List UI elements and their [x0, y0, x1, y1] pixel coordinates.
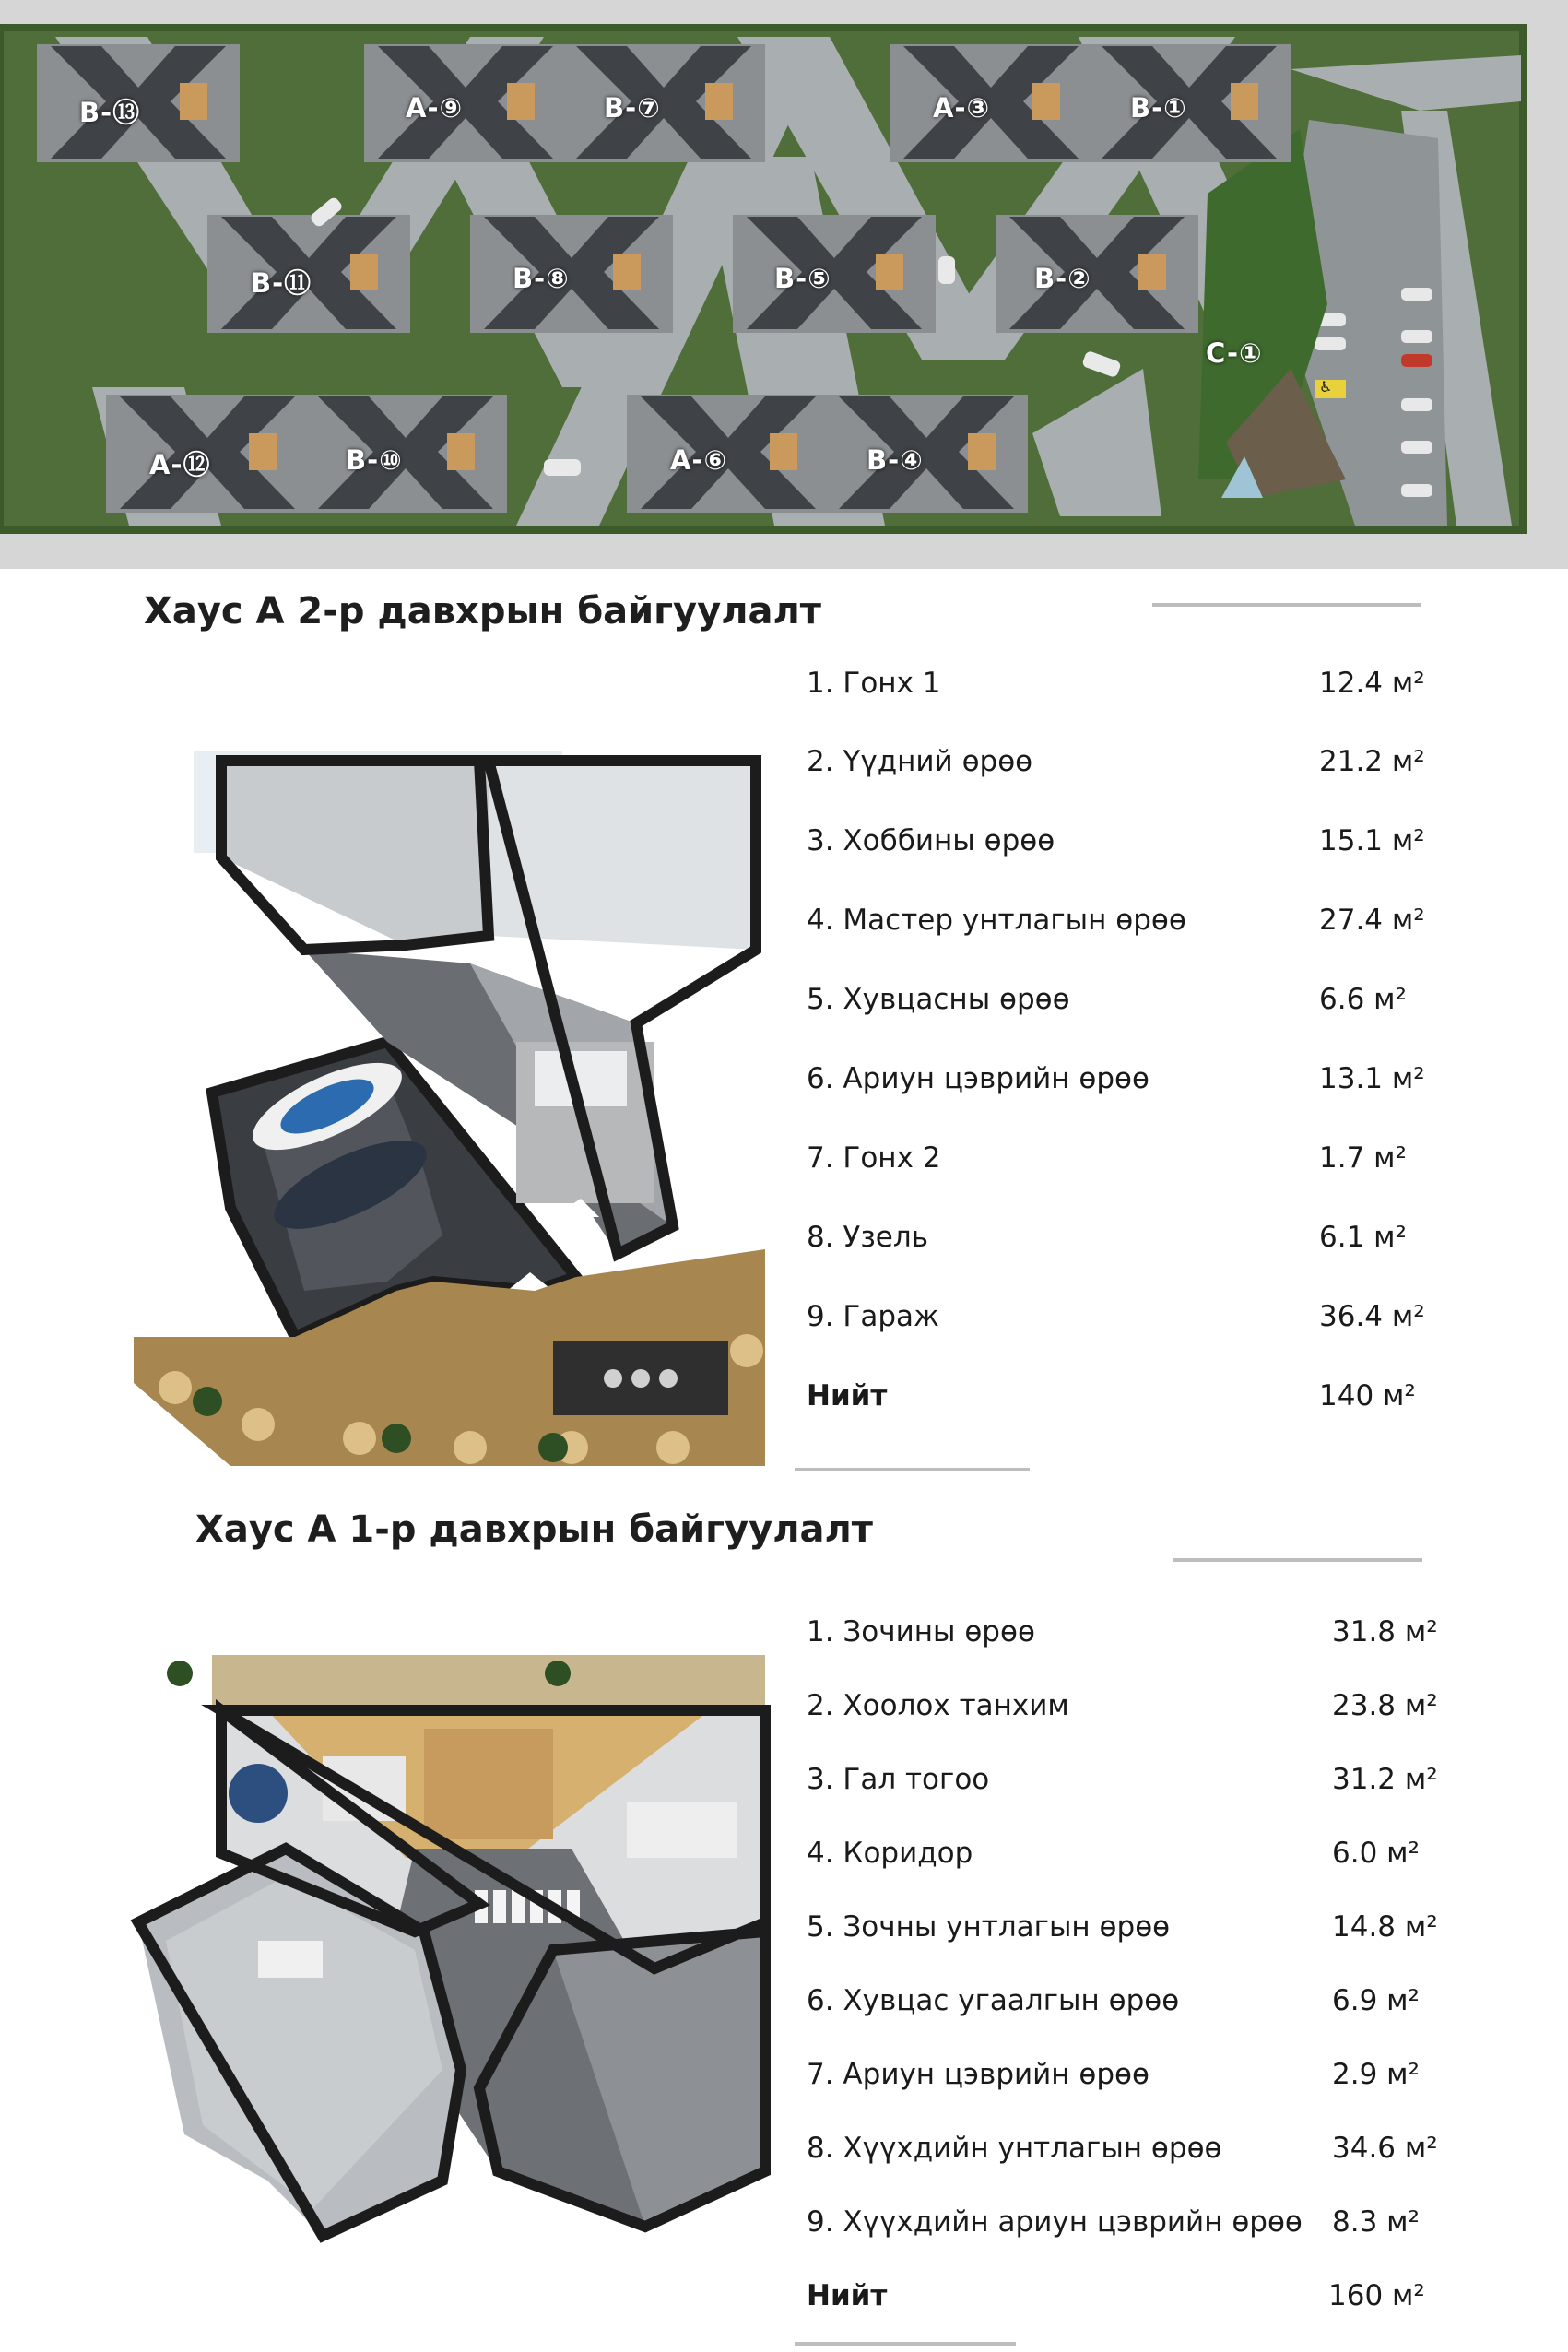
floor2-plan [120, 738, 774, 1475]
room-area: 6.6 м² [1319, 983, 1407, 1016]
floor2-plan-render [120, 738, 774, 1475]
floor1-room-row [807, 2132, 1470, 2176]
house-deck [249, 433, 277, 470]
room-name: 3. Хоббины өрөө [807, 824, 1055, 857]
room-area: 12.4 м² [1319, 667, 1425, 700]
room-area: 2.9 м² [1332, 2058, 1420, 2091]
floor2-title-rule [1152, 603, 1421, 607]
room-area: 6.9 м² [1332, 1984, 1420, 2017]
accessible-parking-icon: ♿ [1319, 378, 1333, 396]
room-name: 7. Гонх 2 [807, 1141, 941, 1175]
unit-label-b13: B-⑬ [79, 97, 141, 128]
floor1-plan-render [129, 1655, 774, 2245]
floor1-room-row [807, 1763, 1470, 1807]
house-deck [1032, 83, 1060, 120]
floor1-total-row [807, 2279, 1470, 2323]
unit-label-b1: B-① [1130, 92, 1187, 124]
floor1-room-row [807, 1615, 1470, 1660]
room-name: 6. Хувцас угаалгын өрөө [807, 1984, 1180, 2017]
room-area: 14.8 м² [1332, 1910, 1438, 1944]
floor1-room-row [807, 1689, 1470, 1733]
floor2-room-row [807, 1062, 1470, 1106]
total-label: Нийт [807, 2279, 888, 2312]
unit-label-a3: A-③ [933, 92, 991, 124]
unit-label-a9: A-⑨ [406, 92, 464, 124]
room-area: 6.1 м² [1319, 1221, 1407, 1254]
room-area: 31.8 м² [1332, 1615, 1438, 1649]
house-deck [613, 254, 641, 290]
floor2-room-row [807, 745, 1470, 789]
room-area: 34.6 м² [1332, 2132, 1438, 2165]
room-area: 8.3 м² [1332, 2205, 1420, 2239]
floor2-room-row [807, 824, 1470, 869]
room-area: 21.2 м² [1319, 745, 1425, 778]
room-name: 1. Гонх 1 [807, 667, 941, 700]
floor1-list-rule [795, 2342, 1016, 2346]
floor2-room-row [807, 983, 1470, 1027]
floor2-total-row [807, 1379, 1470, 1424]
floor2-room-row [807, 667, 1470, 711]
total-area: 160 м² [1328, 2279, 1425, 2312]
room-name: 5. Хувцасны өрөө [807, 983, 1070, 1016]
unit-label-b2: B-② [1034, 263, 1091, 294]
total-area: 140 м² [1319, 1379, 1416, 1412]
room-name: 7. Ариун цэврийн өрөө [807, 2058, 1149, 2091]
unit-label-b5: B-⑤ [774, 263, 831, 294]
floor1-room-row [807, 2205, 1470, 2250]
floor2-room-row [807, 1141, 1470, 1186]
room-name: 4. Мастер унтлагын өрөө [807, 904, 1186, 937]
floor1-room-row [807, 1910, 1470, 1955]
house-deck [350, 254, 378, 290]
house-deck [180, 83, 207, 120]
unit-label-b8: B-⑧ [513, 263, 570, 294]
house-deck [876, 254, 903, 290]
house-deck [507, 83, 535, 120]
room-name: 8. Узель [807, 1221, 928, 1254]
floor1-room-row [807, 1984, 1470, 2028]
room-name: 9. Хүүхдийн ариун цэврийн өрөө [807, 2205, 1303, 2239]
room-name: 6. Ариун цэврийн өрөө [807, 1062, 1149, 1095]
house-deck [1231, 83, 1258, 120]
floor1-room-row [807, 2058, 1470, 2102]
house-deck [705, 83, 733, 120]
room-name: 9. Гараж [807, 1300, 939, 1333]
room-name: 5. Зочны унтлагын өрөө [807, 1910, 1171, 1944]
room-area: 15.1 м² [1319, 824, 1425, 857]
room-area: 23.8 м² [1332, 1689, 1438, 1722]
floor2-list-rule [795, 1468, 1030, 1471]
floor1-title: Хаус А 1-р давхрын байгуулалт [195, 1508, 873, 1551]
house-deck [1138, 254, 1166, 290]
floor2-room-row [807, 904, 1470, 948]
room-area: 6.0 м² [1332, 1837, 1420, 1870]
room-area: 27.4 м² [1319, 904, 1425, 937]
room-area: 31.2 м² [1332, 1763, 1438, 1796]
floor2-title: Хаус А 2-р давхрын байгуулалт [144, 590, 821, 632]
unit-label-b7: B-⑦ [604, 92, 661, 124]
room-name: 2. Үүдний өрөө [807, 745, 1033, 778]
house-deck [968, 433, 996, 470]
floor1-plan [129, 1655, 774, 2245]
floor2-room-row [807, 1300, 1470, 1344]
house-deck [447, 433, 475, 470]
room-name: 2. Хоолох танхим [807, 1689, 1069, 1722]
floor1-room-row [807, 1837, 1470, 1881]
unit-label-a6: A-⑥ [670, 444, 728, 476]
room-area: 13.1 м² [1319, 1062, 1425, 1095]
room-name: 4. Коридор [807, 1837, 973, 1870]
site-plan [0, 0, 1568, 569]
unit-label-a12: A-⑫ [149, 449, 211, 480]
room-name: 1. Зочины өрөө [807, 1615, 1035, 1649]
floor2-room-row [807, 1221, 1470, 1265]
floor1-title-rule [1173, 1558, 1422, 1562]
unit-label-b11: B-⑪ [251, 267, 312, 299]
room-area: 36.4 м² [1319, 1300, 1425, 1333]
room-name: 8. Хүүхдийн унтлагын өрөө [807, 2132, 1222, 2165]
room-area: 1.7 м² [1319, 1141, 1407, 1175]
house-deck [770, 433, 797, 470]
unit-label-c1: C-① [1206, 337, 1263, 369]
unit-label-b4: B-④ [867, 444, 924, 476]
room-name: 3. Гал тогоо [807, 1763, 990, 1796]
unit-label-b10: B-⑩ [346, 444, 403, 476]
total-label: Нийт [807, 1379, 888, 1412]
